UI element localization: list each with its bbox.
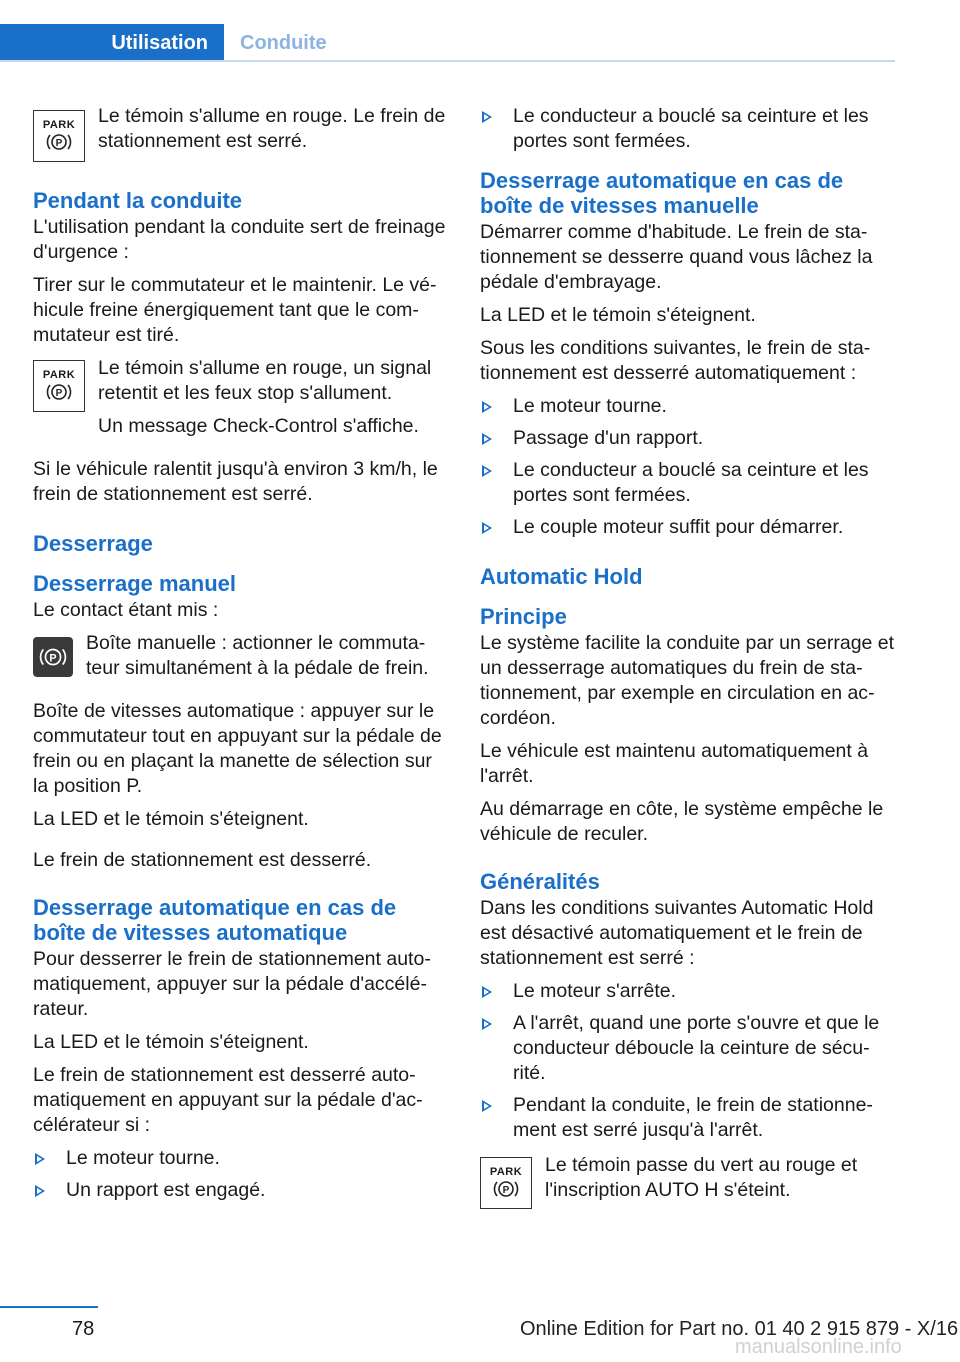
bullet-triangle-icon (482, 401, 492, 413)
auto-release-text-2: Le frein de stationnement est desserré automatiquement en appuyant sur la pédale d'accélérateur si : (33, 1064, 423, 1136)
list-item: Le couple moteur suffit pour démarrer. (480, 515, 895, 540)
heading-manual-auto-release: Desserrage automatique en cas de boîte de vitesses manuelle (480, 168, 844, 218)
led-text-2: La LED et le témoin s'éteignent. (33, 1031, 309, 1053)
auto-box-text: Boîte de vitesses automatique : appuyer sur le commutateur tout en appuyant sur la pédale de frein ou en plaçant la manette de sélection sur la position P. (33, 700, 442, 797)
watermark: manualsonline.info (735, 1336, 902, 1358)
release-conditions-list (480, 394, 895, 540)
heading-principle: Principe (480, 604, 567, 629)
manual-box-text: Boîte manuelle : actionner le commutateur simultanément à la pédale de frein. (86, 632, 429, 679)
park-red-text: Le témoin s'allume en rouge. Le frein de stationnement est serré. (98, 105, 446, 152)
header-rule (0, 60, 895, 62)
heading-manual-release: Desserrage manuel (33, 571, 236, 596)
principle-text: Le système facilite la conduite par un serrage et un desserrage automatiques du frein de stationnement, par exemple en circulation en accordéon. (480, 632, 895, 729)
tab-conduite[interactable] (224, 24, 327, 62)
park-brake-indicator-icon (480, 1157, 532, 1209)
park-brake-indicator-icon (33, 110, 85, 162)
autoh-text: Le témoin passe du vert au rouge et l'inscription AUTO H s'éteint. (545, 1154, 858, 1201)
left-bullet-list (33, 1146, 448, 1203)
hill-text: Au démarrage en côte, le système empêche le véhicule de reculer. (480, 798, 884, 845)
check-control-text: Un message Check-Control s'affiche. (98, 415, 419, 437)
bullet-triangle-icon (35, 1153, 45, 1165)
released-text: Le frein de stationnement est desserré. (33, 849, 372, 871)
contact-text: Le contact étant mis : (33, 599, 219, 621)
conditions-text: Sous les conditions suivantes, le frein de stationnement est desserré automatiquement : (480, 337, 871, 384)
list-item: Un rapport est engagé. (33, 1178, 448, 1203)
led-text: La LED et le témoin s'éteignent. (480, 304, 756, 326)
list-item: Le moteur tourne. (480, 394, 895, 419)
parking-brake-button-icon (33, 637, 73, 677)
right-column (480, 100, 895, 1221)
heading-release: Desserrage (33, 531, 153, 556)
page-number-rule (0, 1306, 98, 1308)
tab-utilisation[interactable] (0, 24, 224, 62)
list-item: Le conducteur a bouclé sa ceinture et les portes sont fermées. (480, 104, 895, 154)
general-text: Dans les conditions suivantes Automatic Hold est désactivé automatiquement et le frein de stationnement est serré : (480, 897, 874, 969)
park-label: PARK (42, 119, 76, 131)
button-row (33, 631, 448, 689)
park-signal-row (33, 356, 448, 447)
heading-driving: Pendant la conduite (33, 188, 243, 213)
svg-text:P: P (502, 1185, 510, 1196)
page-number: 78 (72, 1318, 95, 1340)
heading-auto-release: Desserrage automatique en cas de boîte de vitesses automatique (33, 895, 397, 945)
bullet-triangle-icon (482, 986, 492, 998)
bullet-triangle-icon (482, 465, 492, 477)
signal-text: Le témoin s'allume en rouge, un signal retentit et les feux stop s'allument. (98, 357, 432, 404)
bullet-triangle-icon (482, 111, 492, 123)
tab-conduite-label: Conduite (240, 31, 327, 54)
park-red-row (33, 104, 448, 162)
driving-text-2: Tirer sur le commutateur et le maintenir. Le véhicule freine énergiquement tant que le commutateur est tiré. (33, 274, 437, 346)
autoh-row (480, 1153, 895, 1211)
auto-release-text-1: Pour desserrer le frein de stationnement automatiquement, appuyer sur la pédale d'accélérateur. (33, 948, 431, 1020)
header-bar (0, 0, 895, 62)
bullet-triangle-icon (35, 1185, 45, 1197)
heading-automatic-hold: Automatic Hold (480, 564, 643, 589)
led-text-1: La LED et le témoin s'éteignent. (33, 808, 309, 830)
brake-symbol-icon (46, 131, 72, 153)
tab-utilisation-label: Utilisation (111, 31, 208, 54)
list-item: A l'arrêt, quand une porte s'ouvre et que le conducteur déboucle la ceinture de sécurité. (480, 1011, 895, 1086)
left-column (33, 100, 448, 1213)
list-item: Passage d'un rapport. (480, 426, 895, 451)
slow-text: Si le véhicule ralentit jusqu'à environ 3 km/h, le frein de stationnement est serré. (33, 458, 438, 505)
bullet-triangle-icon (482, 1018, 492, 1030)
brake-symbol-icon (46, 381, 72, 403)
right-top-list (480, 104, 895, 154)
list-item: Pendant la conduite, le frein de stationnement est serré jusqu'à l'arrêt. (480, 1093, 895, 1143)
brake-symbol-icon (493, 1178, 519, 1200)
edition-footer: Online Edition for Part no. 01 40 2 915 879 - X/16 (520, 1318, 959, 1340)
svg-text:P: P (55, 388, 63, 399)
start-text: Démarrer comme d'habitude. Le frein de stationnement se desserre quand vous lâchez la pédale d'embrayage. (480, 221, 873, 293)
park-label: PARK (489, 1166, 523, 1178)
park-brake-indicator-icon (33, 360, 85, 412)
deactivation-list (480, 979, 895, 1143)
bullet-triangle-icon (482, 522, 492, 534)
driving-text-1: L'utilisation pendant la conduite sert de freinage d'urgence : (33, 216, 446, 263)
park-label: PARK (42, 369, 76, 381)
bullet-triangle-icon (482, 1100, 492, 1112)
list-item: Le moteur tourne. (33, 1146, 448, 1171)
svg-text:P: P (55, 138, 63, 149)
list-item: Le moteur s'arrête. (480, 979, 895, 1004)
heading-general: Généralités (480, 869, 600, 894)
hold-text: Le véhicule est maintenu automatiquement à l'arrêt. (480, 740, 869, 787)
list-item: Le conducteur a bouclé sa ceinture et les portes sont fermées. (480, 458, 895, 508)
bullet-triangle-icon (482, 433, 492, 445)
svg-text:P: P (49, 652, 57, 665)
